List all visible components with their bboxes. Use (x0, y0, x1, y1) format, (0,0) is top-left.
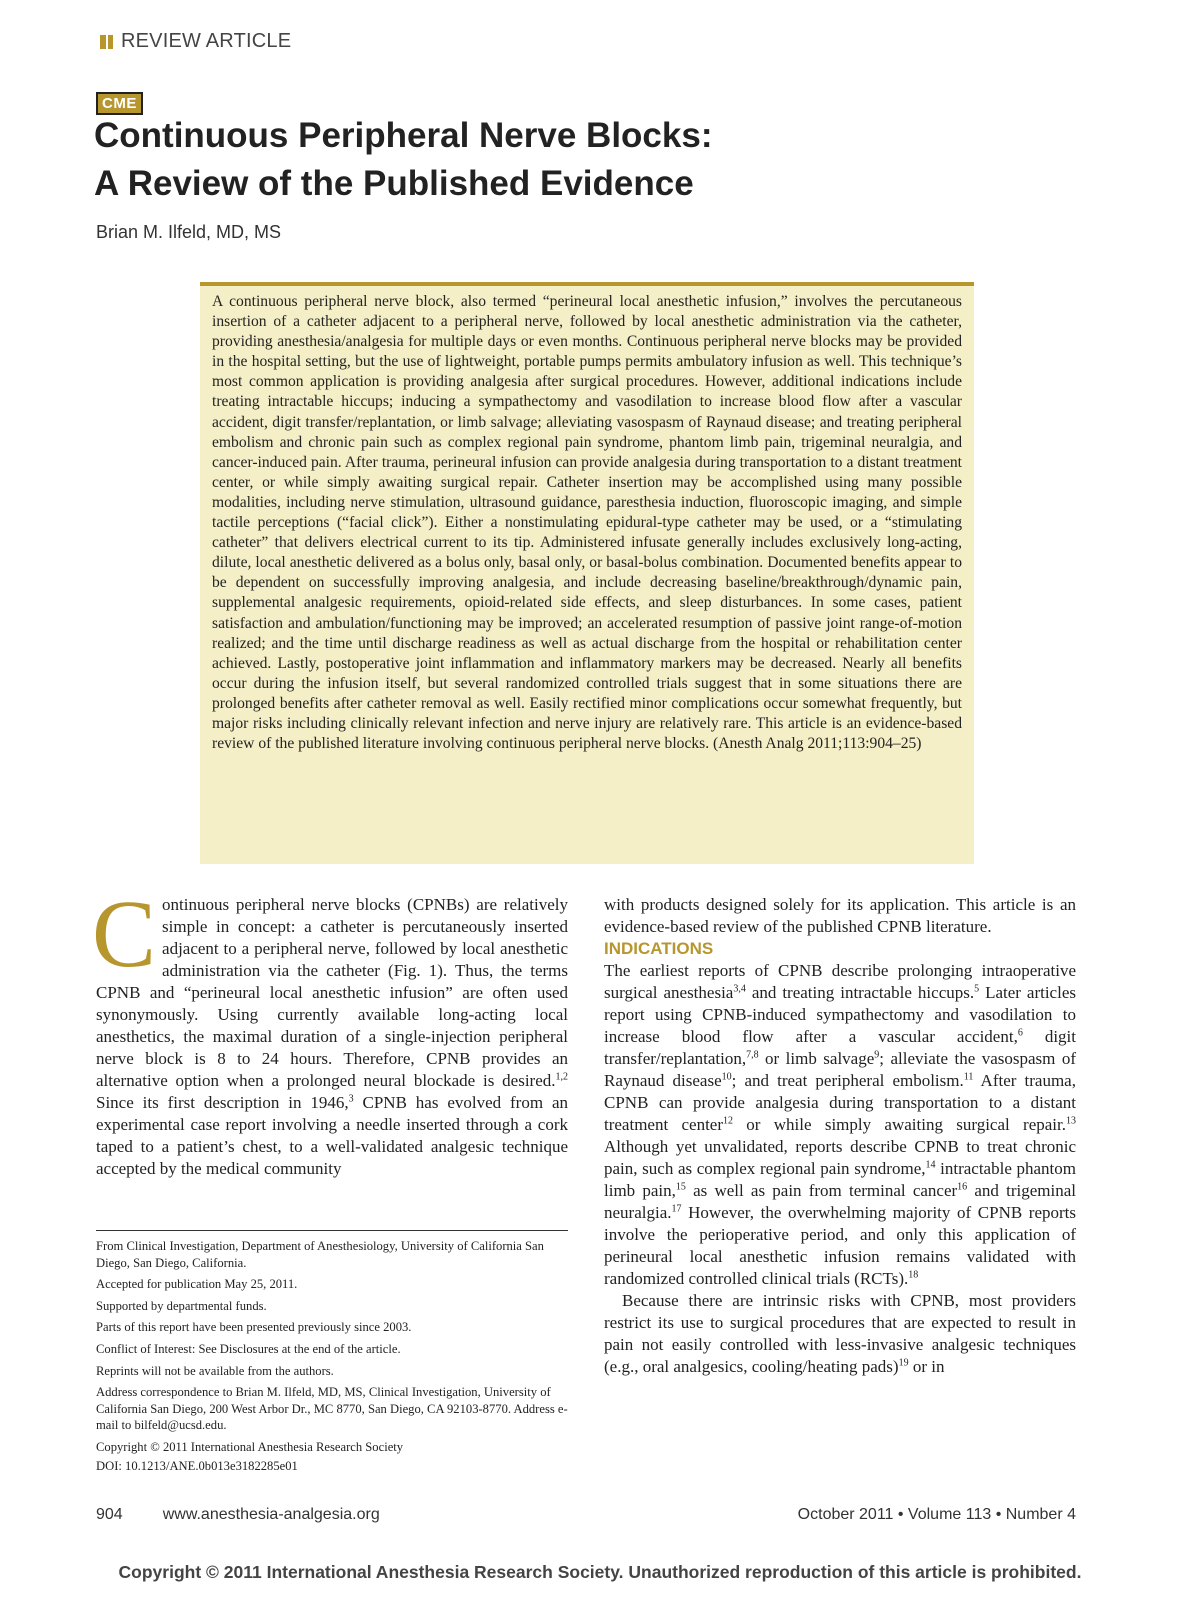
footnote-presented: Parts of this report have been presented previously since 2003. (96, 1320, 412, 1335)
cme-badge: CME (96, 92, 143, 115)
ref-link[interactable]: 14 (925, 1159, 936, 1171)
journal-url[interactable]: www.anesthesia-analgesia.org (162, 1506, 380, 1523)
ref-link[interactable]: 16 (957, 1181, 968, 1193)
footnotes (96, 1238, 568, 1479)
article-title-line2: A Review of the Published Evidence (94, 164, 694, 203)
ref-link[interactable]: 15 (675, 1181, 686, 1193)
section-label-text: REVIEW ARTICLE (121, 30, 292, 52)
footnote-address: Address correspondence to Brian M. Ilfeld, MD, MS, Clinical Investigation, University of California San Diego, 200 West Arbor Dr., MC 8770, San Diego, CA 92103-8770. Address e-mail to bilfeld@ucsd.edu. (96, 1385, 568, 1433)
indications-paragraph-2: Because there are intrinsic risks with CPNB, most providers restrict its use to surgical procedures that are expected to result in pain not easily controlled with less-invasive analgesic techniques (e.g., oral analgesics, cooling/heating pads)$^{19}$ or in (604, 1291, 1076, 1376)
section-heading-indications: INDICATIONS (604, 939, 714, 958)
footnote-divider (96, 1230, 568, 1231)
copyright-banner: Copyright © 2011 International Anesthesia Research Society. Unauthorized reproduction of this article is prohibited. (118, 1562, 1082, 1582)
ref-link[interactable]: 5 (974, 983, 980, 995)
ref-link[interactable]: 6 (1017, 1027, 1023, 1039)
page-footer (96, 1506, 1076, 1524)
issue-info: October 2011 • Volume 113 • Number 4 (797, 1506, 1076, 1523)
footnote-reprints: Reprints will not be available from the authors. (96, 1363, 334, 1378)
ref-link[interactable]: 12 (723, 1115, 734, 1127)
ref-link[interactable]: 1,2 (555, 1071, 568, 1083)
footnote-affiliation: From Clinical Investigation, Department of Anesthesiology, University of California San Diego, San Diego, California. (96, 1239, 544, 1270)
intro-continuation: with products designed solely for its application. This article is an evidence-based review of the published CPNB literature. (604, 895, 1076, 936)
article-title (94, 112, 1094, 208)
author-byline: Brian M. Ilfeld, MD, MS (96, 222, 282, 242)
footnote-funding: Supported by departmental funds. (96, 1298, 267, 1313)
footnote-doi[interactable]: DOI: 10.1213/ANE.0b013e3182285e01 (96, 1458, 298, 1473)
article-title-line1: Continuous Peripheral Nerve Blocks: (94, 116, 713, 155)
ref-link[interactable]: 19 (898, 1357, 909, 1369)
ref-link[interactable]: 11 (963, 1071, 974, 1083)
ref-link[interactable]: 18 (908, 1269, 919, 1281)
body-column-left (92, 880, 568, 1180)
footnote-copyright: Copyright © 2011 International Anesthesia Research Society (96, 1439, 404, 1454)
ref-link[interactable]: 17 (671, 1203, 682, 1215)
page-number: 904 (96, 1506, 123, 1523)
ref-link[interactable]: 7,8 (746, 1049, 759, 1061)
ref-link[interactable]: 3 (348, 1093, 354, 1105)
body-column-right (604, 894, 1076, 1378)
footnote-accepted: Accepted for publication May 25, 2011. (96, 1277, 298, 1292)
section-label (100, 30, 291, 53)
ref-link[interactable]: 10 (721, 1071, 732, 1083)
ref-link[interactable]: 9 (874, 1049, 880, 1061)
abstract-box: A continuous peripheral nerve block, also termed “perineural local anesthetic infusion,” involves the percutaneous insertion of a catheter adjacent to a peripheral nerve, followed by local anesthetic administration via the catheter, providing anesthesia/analgesia for multiple days or even months. Continuous peripheral nerve blocks may be provided in the hospital setting, but the use of lightweight, portable pumps permits ambulatory infusion as well. This technique’s most common application is providing analgesia after surgical procedures. However, additional indications include treating intractable hiccups; inducing a sympathectomy and vasodilation to increase blood flow after a vascular accident, digit transfer/replantation, or limb salvage; alleviating vasospasm of Raynaud disease; and treating peripheral embolism and chronic pain such as complex regional pain syndrome, phantom limb pain, trigeminal neuralgia, and cancer-induced pain. After trauma, perineural infusion can provide analgesia during transportation to a distant treatment center, or while simply awaiting surgical repair. Catheter insertion may be accomplished using many possible modalities, including nerve stimulation, ultrasound guidance, paresthesia induction, fluoroscopic imaging, and simple tactile perceptions (“facial click”). Either a nonstimulating epidural-type catheter may be used, or a “stimulating catheter” that delivers electrical current to its tip. Administered infusate generally includes exclusively long-acting, dilute, local anesthetic delivered as a bolus only, basal only, or basal-bolus combination. Documented benefits appear to be dependent on successfully improving analgesia, and include decreasing baseline/breakthrough/dynamic pain, supplemental analgesic requirements, opioid-related side effects, and sleep disturbances. In some cases, patient satisfaction and ambulation/functioning may be improved; an accelerated resumption of passive joint range-of-motion realized; and the time until discharge readiness as well as actual discharge from the hospital or rehabilitation center achieved. Lastly, postoperative joint inflammation and inflammatory markers may be decreased. Nearly all benefits occur during the infusion itself, but several randomized controlled trials suggest that in some situations there are prolonged benefits after catheter removal as well. Easily rectified minor complications occur somewhat frequently, but major risks including clinically relevant infection and nerve injury are relatively rare. This article is an evidence-based review of the published literature involving continuous peripheral nerve blocks. (Anesth Analg 2011;113:904–25) (200, 282, 974, 864)
ref-link[interactable]: 3,4 (733, 983, 746, 995)
indications-paragraph: The earliest reports of CPNB describe prolonging intraoperative surgical anesthesia$^{3,4}$ and treating intractable hiccups.$^5$ Later articles report using CPNB-induced sympathectomy and vasodilation to increase blood flow after a vascular accident,$^6$ digit transfer/replantation,$^{7,8}$ or limb salvage$^9$; alleviate the vasospasm of Raynaud disease$^{10}$; and treat peripheral embolism.$^{11}$ After trauma, CPNB can provide analgesia during transportation to a distant treatment center$^{12}$ or while simply awaiting surgical repair.$^{13}$ Although yet unvalidated, reports describe CPNB to treat chronic pain, such as complex regional pain syndrome,$^{14}$ intractable phantom limb pain,$^{15}$ as well as pain from terminal cancer$^{16}$ and trigeminal neuralgia.$^{17}$ However, the overwhelming majority of CPNB reports involve the perioperative period, and only this application of perineural local anesthetic infusion remains validated with randomized controlled clinical trials (RCTs).$^{18}$ (604, 961, 1077, 1288)
intro-paragraph: Continuous peripheral nerve blocks (CPNBs) are relatively simple in concept: a catheter is percutaneously inserted adjacent to a peripheral nerve, followed by local anesthetic administration via the catheter (Fig. 1). Thus, the terms CPNB and “perineural local anesthetic infusion” are often used synonymously. Using currently available long-acting local anesthetics, the maximal duration of a single-injection peripheral nerve block is 8 to 24 hours. Therefore, CPNB provides an alternative option when a prolonged neural blockade is desired.$^{1,2}$ Since its first description in 1946,$^3$ CPNB has evolved from an experimental case report involving a needle inserted through a cork taped to a patient’s chest, to a well-validated analgesic technique accepted by the medical community (92, 880, 568, 1178)
drop-cap: C (92, 880, 157, 987)
footnote-conflict: Conflict of Interest: See Disclosures at the end of the article. (96, 1341, 401, 1356)
section-mark-icon (100, 35, 113, 49)
ref-link[interactable]: 13 (1066, 1115, 1076, 1127)
